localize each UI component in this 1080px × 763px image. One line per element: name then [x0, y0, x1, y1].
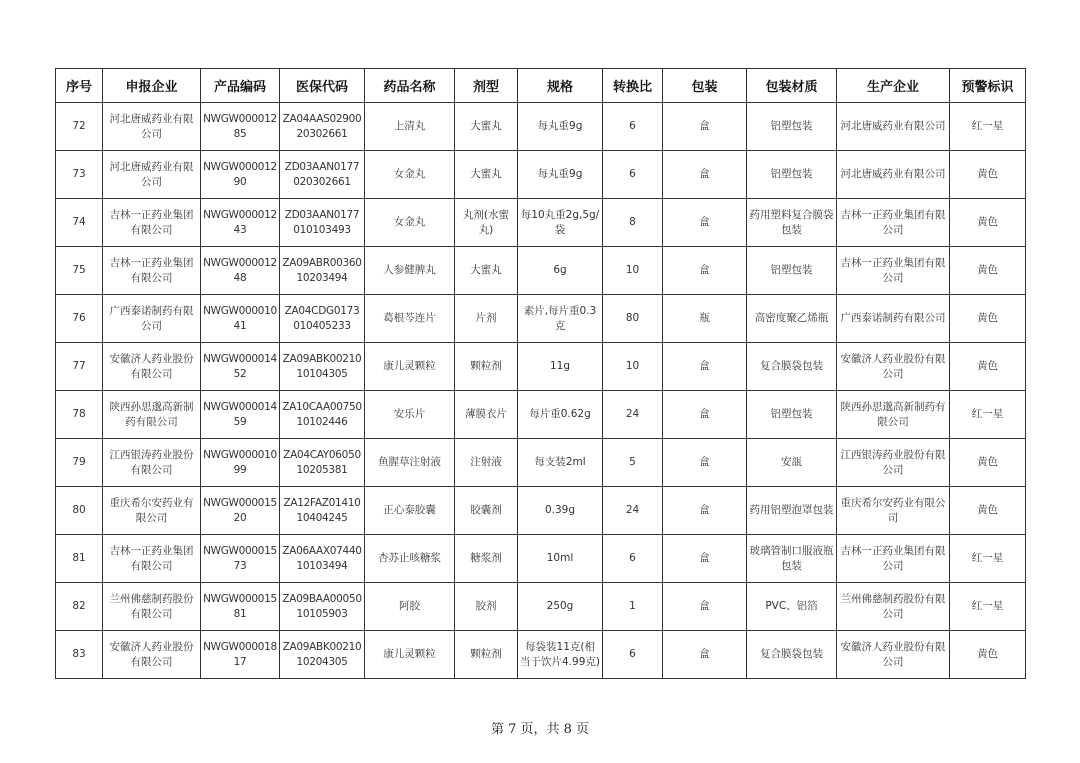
cell-conversion: 10	[603, 343, 663, 391]
cell-insurance-code: ZA06AAX0744010103494	[280, 535, 365, 583]
cell-manufacturer: 河北唐威药业有限公司	[837, 151, 950, 199]
cell-dosage-form: 大蜜丸	[455, 103, 518, 151]
cell-conversion: 5	[603, 439, 663, 487]
cell-warning: 黄色	[950, 343, 1026, 391]
cell-applicant: 吉林一正药业集团有限公司	[103, 199, 201, 247]
cell-applicant: 河北唐威药业有限公司	[103, 103, 201, 151]
cell-warning: 红一星	[950, 535, 1026, 583]
cell-insurance-code: ZD03AAN0177010103493	[280, 199, 365, 247]
cell-warning: 黄色	[950, 247, 1026, 295]
cell-spec: 每10丸重2g,5g/袋	[518, 199, 603, 247]
table-header-row	[56, 69, 1026, 103]
cell-drug-name: 安乐片	[365, 391, 455, 439]
cell-applicant: 陕西孙思邈高新制药有限公司	[103, 391, 201, 439]
header-dosage-form: 剂型	[455, 69, 518, 103]
cell-dosage-form: 大蜜丸	[455, 247, 518, 295]
cell-drug-name: 康儿灵颗粒	[365, 343, 455, 391]
cell-package: 盒	[663, 631, 747, 679]
cell-warning: 黄色	[950, 439, 1026, 487]
table-row	[56, 631, 1026, 679]
cell-product-code: NWGW00001581	[201, 583, 280, 631]
cell-product-code: NWGW00001573	[201, 535, 280, 583]
cell-insurance-code: ZA10CAA0075010102446	[280, 391, 365, 439]
cell-spec: 素片,每片重0.3克	[518, 295, 603, 343]
cell-package-material: 铝塑包装	[747, 103, 837, 151]
cell-applicant: 河北唐威药业有限公司	[103, 151, 201, 199]
cell-product-code: NWGW00001290	[201, 151, 280, 199]
cell-conversion: 6	[603, 103, 663, 151]
cell-drug-name: 葛根芩连片	[365, 295, 455, 343]
cell-drug-name: 康儿灵颗粒	[365, 631, 455, 679]
cell-package: 盒	[663, 535, 747, 583]
cell-insurance-code: ZA09ABK0021010204305	[280, 631, 365, 679]
cell-conversion: 6	[603, 535, 663, 583]
header-spec: 规格	[518, 69, 603, 103]
header-insurance-code: 医保代码	[280, 69, 365, 103]
cell-package-material: 高密度聚乙烯瓶	[747, 295, 837, 343]
header-warning: 预警标识	[950, 69, 1026, 103]
cell-package: 盒	[663, 151, 747, 199]
cell-spec: 每袋装11克(相当于饮片4.99克)	[518, 631, 603, 679]
cell-seq: 76	[56, 295, 103, 343]
cell-conversion: 24	[603, 391, 663, 439]
cell-warning: 红一星	[950, 103, 1026, 151]
table-body	[56, 103, 1026, 679]
cell-warning: 黄色	[950, 631, 1026, 679]
header-manufacturer: 生产企业	[837, 69, 950, 103]
page-number: 第 7 页，共 8 页	[490, 722, 590, 737]
cell-conversion: 80	[603, 295, 663, 343]
cell-dosage-form: 大蜜丸	[455, 151, 518, 199]
drug-warning-table	[55, 68, 1026, 679]
cell-conversion: 10	[603, 247, 663, 295]
cell-package: 盒	[663, 487, 747, 535]
cell-dosage-form: 糖浆剂	[455, 535, 518, 583]
cell-product-code: NWGW00001041	[201, 295, 280, 343]
cell-spec: 每支装2ml	[518, 439, 603, 487]
cell-drug-name: 上清丸	[365, 103, 455, 151]
cell-insurance-code: ZA04CAY0605010205381	[280, 439, 365, 487]
cell-applicant: 吉林一正药业集团有限公司	[103, 535, 201, 583]
cell-seq: 79	[56, 439, 103, 487]
cell-applicant: 安徽济人药业股份有限公司	[103, 343, 201, 391]
table-row	[56, 247, 1026, 295]
cell-drug-name: 鱼腥草注射液	[365, 439, 455, 487]
cell-drug-name: 人参健脾丸	[365, 247, 455, 295]
cell-product-code: NWGW00001099	[201, 439, 280, 487]
cell-package-material: 铝塑包装	[747, 391, 837, 439]
cell-dosage-form: 注射液	[455, 439, 518, 487]
cell-package-material: 玻璃管制口服液瓶包装	[747, 535, 837, 583]
cell-conversion: 24	[603, 487, 663, 535]
cell-insurance-code: ZA04CDG0173010405233	[280, 295, 365, 343]
cell-product-code: NWGW00001520	[201, 487, 280, 535]
cell-package-material: 铝塑包装	[747, 247, 837, 295]
cell-dosage-form: 胶剂	[455, 583, 518, 631]
cell-applicant: 广西泰诺制药有限公司	[103, 295, 201, 343]
cell-spec: 每片重0.62g	[518, 391, 603, 439]
cell-spec: 每丸重9g	[518, 151, 603, 199]
cell-seq: 77	[56, 343, 103, 391]
cell-warning: 黄色	[950, 487, 1026, 535]
cell-dosage-form: 颗粒剂	[455, 343, 518, 391]
cell-warning: 黄色	[950, 151, 1026, 199]
cell-package-material: 药用铝塑泡罩包装	[747, 487, 837, 535]
table-row	[56, 103, 1026, 151]
table-row	[56, 343, 1026, 391]
cell-dosage-form: 颗粒剂	[455, 631, 518, 679]
cell-spec: 11g	[518, 343, 603, 391]
cell-manufacturer: 安徽济人药业股份有限公司	[837, 631, 950, 679]
cell-package-material: 药用塑料复合膜袋包装	[747, 199, 837, 247]
cell-conversion: 6	[603, 631, 663, 679]
table-row	[56, 487, 1026, 535]
cell-product-code: NWGW00001243	[201, 199, 280, 247]
header-seq: 序号	[56, 69, 103, 103]
cell-drug-name: 阿胶	[365, 583, 455, 631]
cell-conversion: 6	[603, 151, 663, 199]
cell-drug-name: 女金丸	[365, 151, 455, 199]
cell-spec: 每丸重9g	[518, 103, 603, 151]
cell-package: 瓶	[663, 295, 747, 343]
cell-manufacturer: 河北唐威药业有限公司	[837, 103, 950, 151]
cell-dosage-form: 薄膜衣片	[455, 391, 518, 439]
cell-insurance-code: ZA09ABR0036010203494	[280, 247, 365, 295]
cell-spec: 250g	[518, 583, 603, 631]
header-applicant: 申报企业	[103, 69, 201, 103]
cell-seq: 82	[56, 583, 103, 631]
cell-manufacturer: 吉林一正药业集团有限公司	[837, 199, 950, 247]
cell-manufacturer: 重庆希尔安药业有限公司	[837, 487, 950, 535]
cell-applicant: 安徽济人药业股份有限公司	[103, 631, 201, 679]
cell-warning: 红一星	[950, 391, 1026, 439]
cell-spec: 6g	[518, 247, 603, 295]
cell-seq: 72	[56, 103, 103, 151]
cell-package-material: 安瓿	[747, 439, 837, 487]
cell-manufacturer: 吉林一正药业集团有限公司	[837, 535, 950, 583]
cell-product-code: NWGW00001817	[201, 631, 280, 679]
cell-seq: 73	[56, 151, 103, 199]
cell-seq: 83	[56, 631, 103, 679]
cell-insurance-code: ZA12FAZ0141010404245	[280, 487, 365, 535]
table-row	[56, 295, 1026, 343]
cell-manufacturer: 吉林一正药业集团有限公司	[837, 247, 950, 295]
cell-spec: 0.39g	[518, 487, 603, 535]
table-row	[56, 391, 1026, 439]
cell-drug-name: 杏苏止咳糖浆	[365, 535, 455, 583]
cell-applicant: 江西银涛药业股份有限公司	[103, 439, 201, 487]
header-package-material: 包装材质	[747, 69, 837, 103]
cell-package: 盒	[663, 391, 747, 439]
header-product-code: 产品编码	[201, 69, 280, 103]
cell-insurance-code: ZD03AAN0177020302661	[280, 151, 365, 199]
cell-package-material: 复合膜袋包装	[747, 343, 837, 391]
cell-insurance-code: ZA04AAS0290020302661	[280, 103, 365, 151]
cell-seq: 78	[56, 391, 103, 439]
cell-seq: 81	[56, 535, 103, 583]
cell-insurance-code: ZA09BAA0005010105903	[280, 583, 365, 631]
cell-applicant: 吉林一正药业集团有限公司	[103, 247, 201, 295]
cell-spec: 10ml	[518, 535, 603, 583]
cell-seq: 80	[56, 487, 103, 535]
cell-package-material: PVC、铝箔	[747, 583, 837, 631]
header-conversion: 转换比	[603, 69, 663, 103]
cell-seq: 74	[56, 199, 103, 247]
cell-package-material: 铝塑包装	[747, 151, 837, 199]
cell-applicant: 重庆希尔安药业有限公司	[103, 487, 201, 535]
table-row	[56, 199, 1026, 247]
cell-manufacturer: 江西银涛药业股份有限公司	[837, 439, 950, 487]
cell-package: 盒	[663, 103, 747, 151]
header-drug-name: 药品名称	[365, 69, 455, 103]
cell-applicant: 兰州佛慈制药股份有限公司	[103, 583, 201, 631]
cell-package: 盒	[663, 199, 747, 247]
cell-product-code: NWGW00001459	[201, 391, 280, 439]
cell-dosage-form: 胶囊剂	[455, 487, 518, 535]
cell-warning: 红一星	[950, 583, 1026, 631]
header-package: 包装	[663, 69, 747, 103]
cell-insurance-code: ZA09ABK0021010104305	[280, 343, 365, 391]
cell-dosage-form: 丸剂(水蜜丸)	[455, 199, 518, 247]
cell-manufacturer: 兰州佛慈制药股份有限公司	[837, 583, 950, 631]
cell-warning: 黄色	[950, 295, 1026, 343]
cell-package: 盒	[663, 343, 747, 391]
cell-product-code: NWGW00001452	[201, 343, 280, 391]
table-row	[56, 583, 1026, 631]
cell-package-material: 复合膜袋包装	[747, 631, 837, 679]
table-row	[56, 151, 1026, 199]
cell-manufacturer: 安徽济人药业股份有限公司	[837, 343, 950, 391]
table-row	[56, 439, 1026, 487]
cell-product-code: NWGW00001285	[201, 103, 280, 151]
cell-drug-name: 正心泰胶囊	[365, 487, 455, 535]
cell-conversion: 1	[603, 583, 663, 631]
cell-package: 盒	[663, 583, 747, 631]
cell-manufacturer: 广西泰诺制药有限公司	[837, 295, 950, 343]
cell-package: 盒	[663, 247, 747, 295]
cell-dosage-form: 片剂	[455, 295, 518, 343]
cell-manufacturer: 陕西孙思邈高新制药有限公司	[837, 391, 950, 439]
cell-product-code: NWGW00001248	[201, 247, 280, 295]
cell-conversion: 8	[603, 199, 663, 247]
cell-drug-name: 女金丸	[365, 199, 455, 247]
table-row	[56, 535, 1026, 583]
cell-warning: 黄色	[950, 199, 1026, 247]
cell-package: 盒	[663, 439, 747, 487]
cell-seq: 75	[56, 247, 103, 295]
